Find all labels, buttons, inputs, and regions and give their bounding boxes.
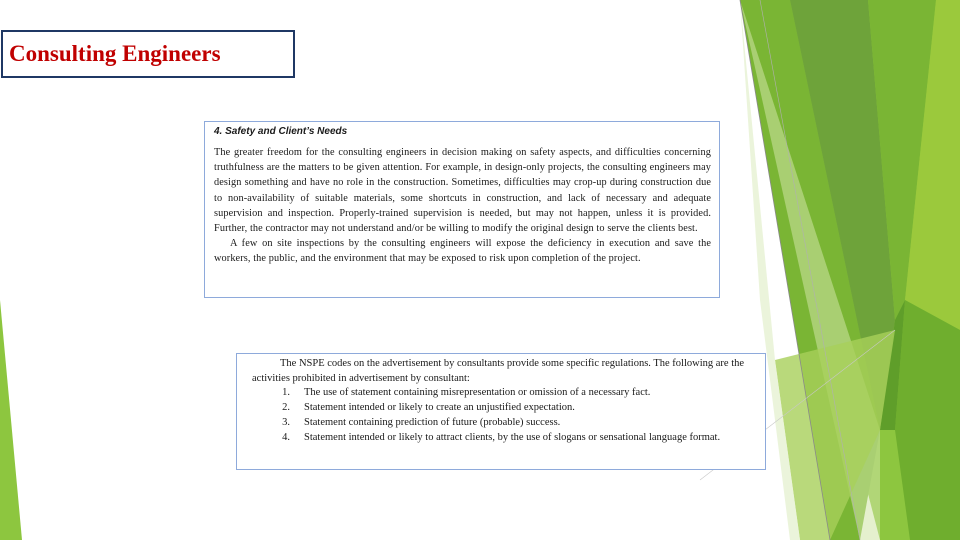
list-item: [252, 386, 755, 400]
list-item-text: The use of statement containing misrepresentation or omission of a necessary fact.: [304, 387, 651, 399]
section-heading: 4. Safety and Client’s Needs: [214, 126, 348, 137]
inspection-paragraph: A few on site inspections by the consulting engineers will expose the deficiency in execution and save the workers, the public, and the environment that may be exposed to risk upon completion of the project.: [214, 238, 711, 265]
safety-paragraph: The greater freedom for the consulting engineers in decision making on safety aspects, and difficulties concerning truthfulness are the matters to be given attention. For example, in design-only projects, the consulting engineers may design something and have no role in the construction. Sometimes, difficulties may crop-up during construction due to non-availability of suitable materials, some shortcuts in construction, and lack of necessary and adequate supervision and inspection. Properly-trained supervision is needed, but may not happen, unless it is provided. Further, the contractor may not understand and/or be willing to modify the original design to serve the clients best.: [214, 147, 711, 235]
list-item-number: 3.: [282, 417, 290, 429]
slide-title-box: [1, 30, 295, 78]
slide-title: Consulting Engineers: [9, 41, 221, 66]
list-item-text: Statement intended or likely to attract clients, by the use of slogans or sensational language format.: [304, 432, 721, 444]
safety-excerpt-box: [204, 121, 720, 298]
list-item-text: Statement containing prediction of future (probable) success.: [304, 417, 561, 429]
list-item-number: 1.: [282, 387, 290, 399]
list-item: [252, 431, 755, 445]
list-item-number: 2.: [282, 402, 290, 414]
list-item-number: 4.: [282, 432, 290, 444]
nspe-excerpt-box: [236, 353, 766, 470]
nspe-intro-paragraph: The NSPE codes on the advertisement by consultants provide some specific regulations. The following are the activities prohibited in advertisement by consultant:: [252, 358, 745, 385]
list-item: [252, 416, 755, 430]
list-item-text: Statement intended or likely to create an unjustified expectation.: [304, 402, 575, 414]
prohibited-activities-list: [252, 386, 755, 445]
list-item: [252, 401, 755, 415]
